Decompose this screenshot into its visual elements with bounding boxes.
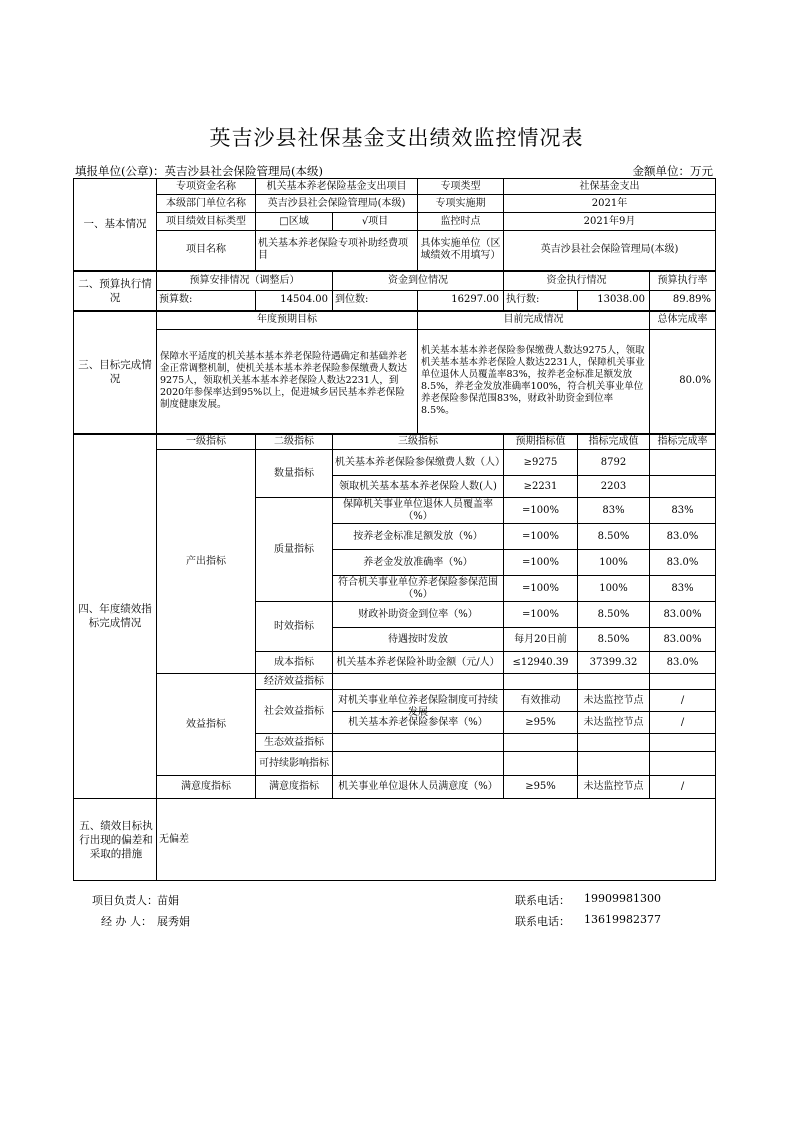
- indicator-rate: /: [650, 712, 716, 734]
- page-title: 英吉沙县社保基金支出绩效监控情况表: [209, 126, 584, 150]
- indicator-name: 机关基本养老保险补助金额（元/人）: [333, 652, 504, 674]
- indicator-name: 机关基本养老保险参保缴费人数（人）: [333, 450, 504, 476]
- rate-col-header: 指标完成率: [650, 434, 716, 450]
- indicator-actual: 未达监控节点: [578, 712, 650, 734]
- indicator-actual: 37399.32: [578, 652, 650, 674]
- section-performance: 四、年度绩效指标完成情况: [74, 434, 157, 799]
- dept-value: 英吉沙县社会保险管理局(本级): [256, 195, 418, 213]
- overall-rate-header: 总体完成率: [650, 311, 716, 330]
- budget-value: 14504.00: [256, 291, 333, 311]
- project-type-value: 社保基金支出: [504, 179, 716, 195]
- indicator-rate: [650, 450, 716, 476]
- indicator-name: 领取机关基本基本养老保险人数(人): [333, 476, 504, 498]
- section-deviation: 五、绩效目标执行出现的偏差和采取的措施: [74, 799, 157, 881]
- indicator-actual: 100%: [578, 550, 650, 576]
- fund-name-label: 专项资金名称: [157, 179, 256, 195]
- phone-label-1: 联系电话：: [515, 894, 570, 907]
- period-value: 2021年: [504, 195, 716, 213]
- indicator-name: 待遇按时发放: [333, 628, 504, 652]
- indicator-name: 按养老金标准足额发放（%）: [333, 524, 504, 550]
- indicator-actual: 8.50%: [578, 524, 650, 550]
- indicator-actual: 83%: [578, 498, 650, 524]
- fund-name-value: 机关基本养老保险基金支出项目: [256, 179, 418, 195]
- dept-label: 本级部门单位名称: [157, 195, 256, 213]
- indicator-expected: =100%: [504, 550, 578, 576]
- satisfaction-indicator: 满意度指标: [157, 776, 256, 799]
- indicator-expected: ≥95%: [504, 776, 578, 799]
- indicator-rate: 83%: [650, 498, 716, 524]
- indicator-actual: 100%: [578, 576, 650, 602]
- leader-name: 苗娟: [157, 894, 179, 907]
- monitor-time-label: 监控时点: [418, 213, 504, 231]
- goal-type-region: □区域: [256, 213, 333, 231]
- timeliness-indicator: 时效指标: [256, 602, 333, 652]
- indicator-expected: ≥2231: [504, 476, 578, 498]
- actual-header: 指标完成值: [578, 434, 650, 450]
- level3-header: 三级指标: [333, 434, 504, 450]
- indicator-actual: 未达监控节点: [578, 776, 650, 799]
- level2-header: 二级指标: [256, 434, 333, 450]
- indicator-expected: 每月20日前: [504, 628, 578, 652]
- indicator-name: 保障机关事业单位退休人员覆盖率（%）: [333, 498, 504, 524]
- indicator-rate: 83%: [650, 576, 716, 602]
- phone-1: 19909981300: [584, 892, 661, 905]
- arrived-value: 16297.00: [418, 291, 504, 311]
- exec-header: 资金执行情况: [504, 271, 650, 291]
- indicator-expected: =100%: [504, 602, 578, 628]
- satisfaction-indicator-l2: 满意度指标: [256, 776, 333, 799]
- current-status-header: 目前完成情况: [418, 311, 650, 330]
- eco-indicator: 生态效益指标: [256, 734, 333, 752]
- expected-header: 预期指标值: [504, 434, 578, 450]
- indicator-actual: 未达监控节点: [578, 690, 650, 712]
- section-target: 三、目标完成情况: [74, 311, 157, 434]
- indicator-rate: 83.0%: [650, 550, 716, 576]
- indicator-rate: 83.00%: [650, 628, 716, 652]
- goal-type-label: 项目绩效目标类型: [157, 213, 256, 231]
- indicator-name: 符合机关事业单位养老保险参保范围（%）: [333, 576, 504, 602]
- cost-indicator: 成本指标: [256, 652, 333, 674]
- arrived-label: 到位数:: [333, 291, 418, 311]
- indicator-name: 养老金发放准确率（%）: [333, 550, 504, 576]
- expected-goal-header: 年度预期目标: [157, 311, 418, 330]
- social-indicator: 社会效益指标: [256, 690, 333, 734]
- indicator-rate: /: [650, 690, 716, 712]
- budget-rate: 89.89%: [650, 291, 716, 311]
- monitor-time-value: 2021年9月: [504, 213, 716, 231]
- indicator-actual: 8792: [578, 450, 650, 476]
- indicator-rate: /: [650, 776, 716, 799]
- section-basic-info: 一、基本情况: [74, 179, 157, 271]
- budget-header: 预算安排情况（调整后）: [157, 271, 333, 291]
- output-indicator: 产出指标: [157, 450, 256, 674]
- period-label: 专项实施期: [418, 195, 504, 213]
- benefit-indicator: 效益指标: [157, 674, 256, 776]
- sustain-indicator: 可持续影响指标: [256, 752, 333, 776]
- current-status-text: 机关基本基本养老保险参保缴费人数达9275人，领取机关基本基本养老保险人数达2231人，保障机关事业单位退休人员覆盖率83%，按养老金标准足额发放8.5%，养老金发放准确率100%，符合机关事业单位养老保险参保范围83%，财政补助资金到位率8.5%。: [418, 330, 650, 434]
- indicator-actual: 8.50%: [578, 602, 650, 628]
- indicator-rate: 83.0%: [650, 524, 716, 550]
- indicator-actual: 8.50%: [578, 628, 650, 652]
- exec-label: 执行数:: [504, 291, 578, 311]
- indicator-actual: 2203: [578, 476, 650, 498]
- leader-label: 项目负责人：: [92, 894, 158, 907]
- deviation-text: 无偏差: [157, 799, 716, 881]
- indicator-expected: =100%: [504, 576, 578, 602]
- indicator-expected: =100%: [504, 498, 578, 524]
- reporting-unit: 填报单位(公章)：英吉沙县社会保险管理局(本级): [75, 164, 323, 178]
- handler-label: 经 办 人：: [101, 915, 152, 928]
- section-budget: 二、预算执行情况: [74, 271, 157, 311]
- indicator-name: 对机关事业单位养老保险制度可持续发展: [333, 690, 504, 712]
- project-name-value: 机关基本养老保险专项补助经费项目: [256, 231, 418, 271]
- arrived-header: 资金到位情况: [333, 271, 504, 291]
- indicator-name: 机关事业单位退休人员满意度（%）: [333, 776, 504, 799]
- goal-type-project: √项目: [333, 213, 418, 231]
- expected-goal-text: 保障水平适度的机关基本基本养老保险待遇确定和基础养老金正常调整机制，使机关基本基本养老保险参保缴费人数达9275人，领取机关基本基本养老保险人数达2231人，到2020年参保率达到95%以上，促进城乡居民基本养老保险制度健康发展。: [157, 330, 418, 434]
- quality-indicator: 质量指标: [256, 498, 333, 602]
- indicator-name: 机关基本养老保险参保率（%）: [333, 712, 504, 734]
- phone-label-2: 联系电话：: [515, 915, 570, 928]
- money-unit: 金额单位：万元: [632, 164, 713, 178]
- quantity-indicator: 数量指标: [256, 450, 333, 498]
- indicator-rate: 83.0%: [650, 652, 716, 674]
- exec-value: 13038.00: [578, 291, 650, 311]
- budget-label: 预算数:: [157, 291, 256, 311]
- level1-header: 一级指标: [157, 434, 256, 450]
- indicator-expected: ≤12940.39: [504, 652, 578, 674]
- overall-rate-value: 80.0%: [650, 330, 716, 434]
- impl-unit-label: 具体实施单位（区域绩效不用填写）: [418, 231, 504, 271]
- econ-indicator: 经济效益指标: [256, 674, 333, 690]
- indicator-expected: ≥9275: [504, 450, 578, 476]
- indicator-expected: ≥95%: [504, 712, 578, 734]
- indicator-expected: 有效推动: [504, 690, 578, 712]
- performance-monitor-table: [73, 178, 716, 881]
- indicator-rate: 83.00%: [650, 602, 716, 628]
- indicator-rate: [650, 476, 716, 498]
- impl-unit-value: 英吉沙县社会保险管理局(本级): [504, 231, 716, 271]
- project-type-label: 专项类型: [418, 179, 504, 195]
- phone-2: 13619982377: [584, 913, 661, 926]
- indicator-expected: =100%: [504, 524, 578, 550]
- indicator-name: 财政补助资金到位率（%）: [333, 602, 504, 628]
- handler-name: 展秀娟: [157, 915, 190, 928]
- project-name-label: 项目名称: [157, 231, 256, 271]
- rate-header: 预算执行率: [650, 271, 716, 291]
